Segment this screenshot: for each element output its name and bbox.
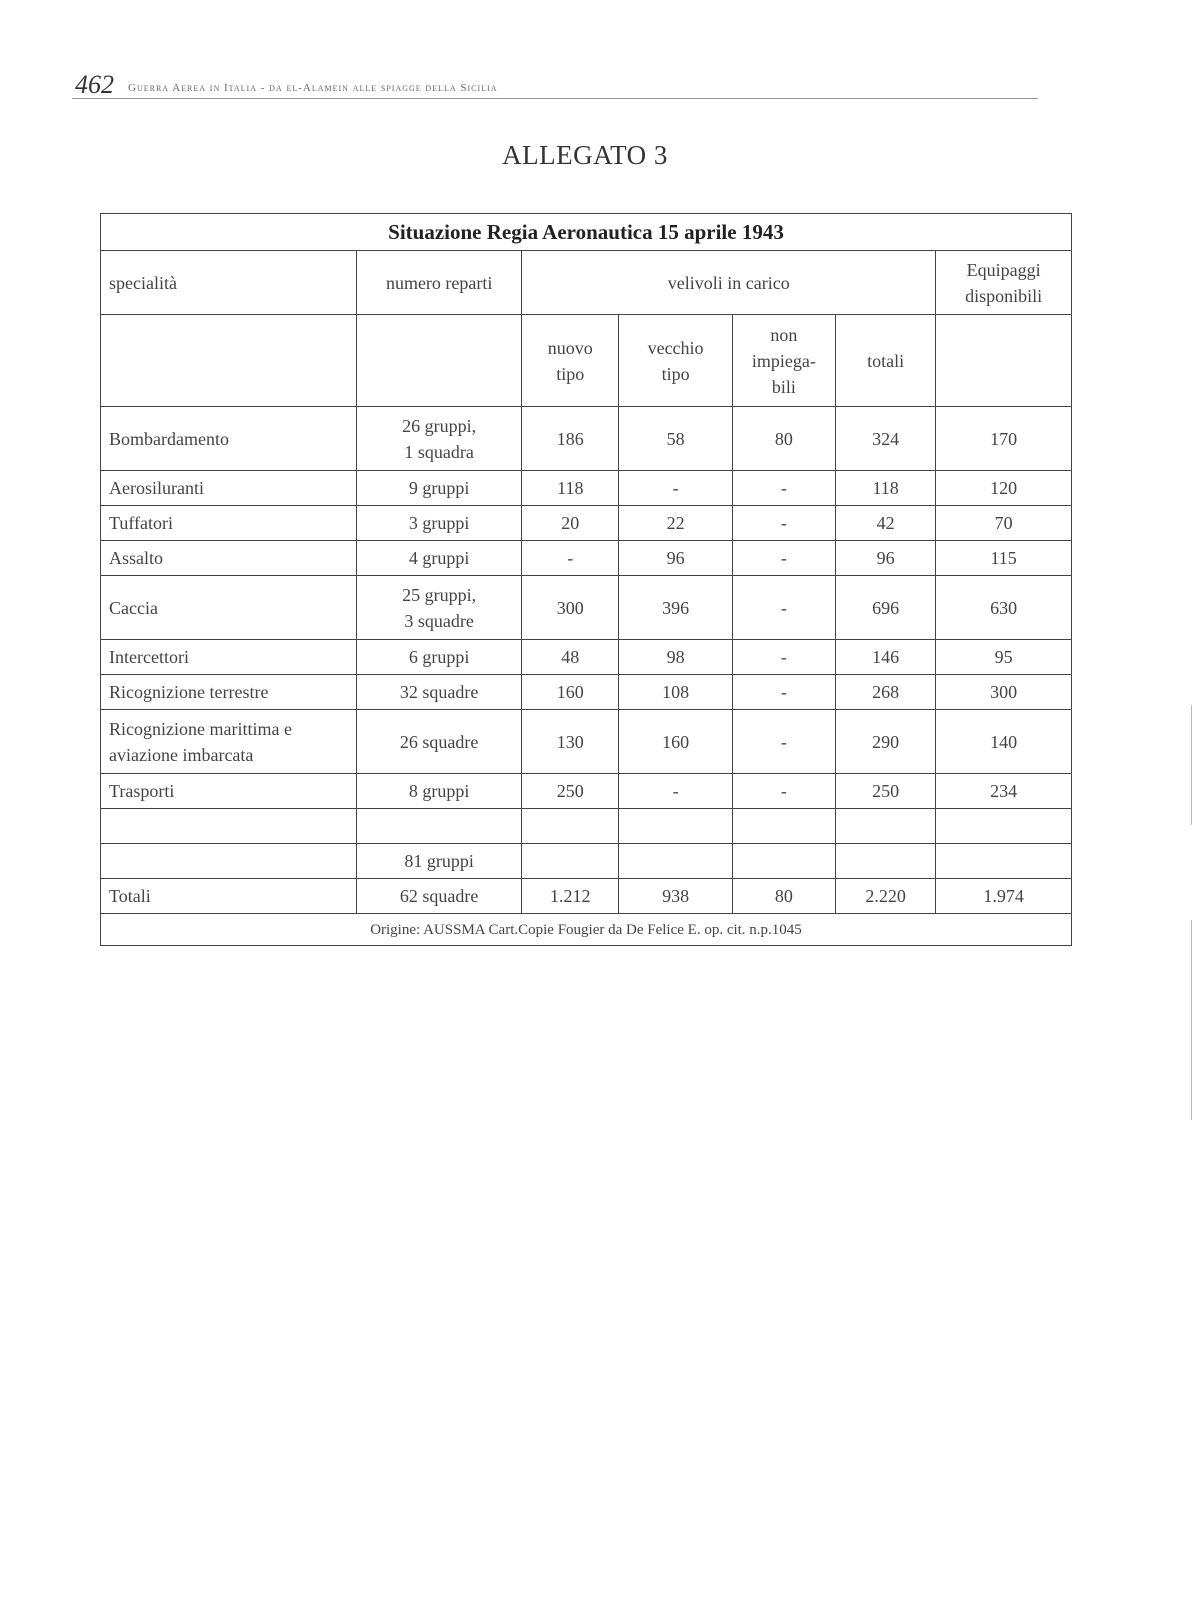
header-totali: totali (836, 315, 936, 407)
totals-gruppi: 81 gruppi (357, 844, 522, 879)
cell-non: - (732, 640, 835, 675)
table-title-row (101, 214, 1072, 251)
cell-reparti-line2: 3 squadre (404, 610, 474, 631)
header-nuovo-line1: nuovo (547, 337, 593, 358)
totals-squadre: 62 squadre (357, 879, 522, 914)
cell-specialita: Tuffatori (101, 506, 357, 541)
cell-totali: 324 (836, 407, 936, 471)
header-vecchio-tipo (619, 315, 732, 407)
cell-specialita: Bombardamento (101, 407, 357, 471)
empty-cell (522, 844, 619, 879)
header-nuovo-line2: tipo (556, 363, 585, 384)
cell-vecchio: 58 (619, 407, 732, 471)
cell-reparti-line2: 1 squadra (404, 441, 474, 462)
header-equipaggi-line1: Equipaggi (966, 259, 1041, 280)
cell-specialita: Caccia (101, 576, 357, 640)
cell-non: - (732, 541, 835, 576)
cell-specialita-line2: aviazione imbarcata (109, 744, 254, 765)
cell-vecchio: 108 (619, 675, 732, 710)
cell-totali: 696 (836, 576, 936, 640)
table-row (101, 640, 1072, 675)
cell-specialita-line1: Ricognizione marittima e (109, 718, 292, 739)
table-row (101, 710, 1072, 774)
header-non-impiegabili (732, 315, 835, 407)
header-nuovo-tipo (522, 315, 619, 407)
cell-equipaggi: 70 (936, 506, 1072, 541)
cell-reparti (357, 576, 522, 640)
subheader-row (101, 315, 1072, 407)
header-non-line2: impiega- (751, 350, 816, 371)
cell-vecchio: 396 (619, 576, 732, 640)
cell-equipaggi: 140 (936, 710, 1072, 774)
totals-totali: 2.220 (836, 879, 936, 914)
header-velivoli-in-carico: velivoli in carico (522, 251, 936, 315)
cell-totali: 290 (836, 710, 936, 774)
cell-nuovo: 130 (522, 710, 619, 774)
header-vecchio-line1: vecchio (647, 337, 704, 358)
empty-cell (619, 809, 732, 844)
empty-cell (101, 809, 357, 844)
totals-non: 80 (732, 879, 835, 914)
totals-label: Totali (101, 879, 357, 914)
source-row (101, 914, 1072, 946)
table-row (101, 541, 1072, 576)
empty-cell (836, 809, 936, 844)
empty-row (101, 809, 1072, 844)
header-equipaggi-line2: disponibili (965, 285, 1043, 306)
totals-nuovo: 1.212 (522, 879, 619, 914)
cell-nuovo: - (522, 541, 619, 576)
cell-nuovo: 118 (522, 471, 619, 506)
cell-totali: 96 (836, 541, 936, 576)
cell-vecchio: 22 (619, 506, 732, 541)
cell-equipaggi: 300 (936, 675, 1072, 710)
table-row (101, 774, 1072, 809)
cell-nuovo: 48 (522, 640, 619, 675)
table-row (101, 675, 1072, 710)
header-equipaggi (936, 251, 1072, 315)
empty-cell (619, 844, 732, 879)
cell-totali: 250 (836, 774, 936, 809)
table-row (101, 576, 1072, 640)
cell-reparti: 3 gruppi (357, 506, 522, 541)
cell-reparti-line1: 25 gruppi, (402, 584, 477, 605)
cell-specialita: Intercettori (101, 640, 357, 675)
subheader-empty (101, 315, 357, 407)
cell-non: - (732, 774, 835, 809)
totals-vecchio: 938 (619, 879, 732, 914)
empty-cell (836, 844, 936, 879)
cell-equipaggi: 120 (936, 471, 1072, 506)
cell-vecchio: 98 (619, 640, 732, 675)
empty-cell (357, 809, 522, 844)
forces-table (100, 213, 1072, 946)
cell-equipaggi: 115 (936, 541, 1072, 576)
subheader-empty (357, 315, 522, 407)
table-row (101, 407, 1072, 471)
totals-gruppi-row (101, 844, 1072, 879)
cell-non: - (732, 471, 835, 506)
empty-cell (522, 809, 619, 844)
cell-totali: 146 (836, 640, 936, 675)
header-row (101, 251, 1072, 315)
cell-equipaggi: 95 (936, 640, 1072, 675)
cell-nuovo: 160 (522, 675, 619, 710)
cell-nuovo: 186 (522, 407, 619, 471)
cell-non: - (732, 576, 835, 640)
cell-non: - (732, 710, 835, 774)
cell-equipaggi: 170 (936, 407, 1072, 471)
cell-specialita: Assalto (101, 541, 357, 576)
cell-reparti: 9 gruppi (357, 471, 522, 506)
scan-edge-mark (1191, 920, 1192, 1120)
cell-totali: 118 (836, 471, 936, 506)
document-title: ALLEGATO 3 (502, 140, 668, 170)
cell-vecchio: - (619, 471, 732, 506)
table-row (101, 471, 1072, 506)
empty-cell (936, 809, 1072, 844)
empty-cell (936, 844, 1072, 879)
cell-specialita: Ricognizione terrestre (101, 675, 357, 710)
cell-reparti: 32 squadre (357, 675, 522, 710)
cell-nuovo: 20 (522, 506, 619, 541)
page-number: 462 (75, 70, 114, 99)
cell-specialita: Trasporti (101, 774, 357, 809)
empty-cell (732, 844, 835, 879)
header-numero-reparti: numero reparti (357, 251, 522, 315)
header-vecchio-line2: tipo (661, 363, 690, 384)
cell-reparti: 8 gruppi (357, 774, 522, 809)
empty-cell (101, 844, 357, 879)
header-non-line1: non (770, 324, 798, 345)
totals-equipaggi: 1.974 (936, 879, 1072, 914)
cell-vecchio: 160 (619, 710, 732, 774)
cell-nuovo: 300 (522, 576, 619, 640)
cell-reparti: 26 squadre (357, 710, 522, 774)
cell-reparti: 6 gruppi (357, 640, 522, 675)
cell-non: 80 (732, 407, 835, 471)
cell-non: - (732, 506, 835, 541)
source-note: Origine: AUSSMA Cart.Copie Fougier da De Felice E. op. cit. n.p.1045 (101, 914, 1072, 946)
cell-equipaggi: 234 (936, 774, 1072, 809)
totals-row (101, 879, 1072, 914)
subheader-empty (936, 315, 1072, 407)
cell-specialita (101, 710, 357, 774)
cell-vecchio: 96 (619, 541, 732, 576)
cell-non: - (732, 675, 835, 710)
header-non-line3: bili (771, 376, 796, 397)
page-header (72, 70, 1038, 99)
cell-specialita: Aerosiluranti (101, 471, 357, 506)
cell-reparti-line1: 26 gruppi, (402, 415, 477, 436)
cell-nuovo: 250 (522, 774, 619, 809)
table-title: Situazione Regia Aeronautica 15 aprile 1943 (101, 214, 1072, 251)
cell-equipaggi: 630 (936, 576, 1072, 640)
header-specialita: specialità (101, 251, 357, 315)
running-title: Guerra Aerea in Italia - da el-Alamein alle spiagge della Sicilia (128, 82, 498, 94)
scan-edge-mark (1191, 705, 1192, 825)
cell-totali: 268 (836, 675, 936, 710)
cell-totali: 42 (836, 506, 936, 541)
cell-reparti: 4 gruppi (357, 541, 522, 576)
cell-vecchio: - (619, 774, 732, 809)
cell-reparti (357, 407, 522, 471)
empty-cell (732, 809, 835, 844)
table-row (101, 506, 1072, 541)
